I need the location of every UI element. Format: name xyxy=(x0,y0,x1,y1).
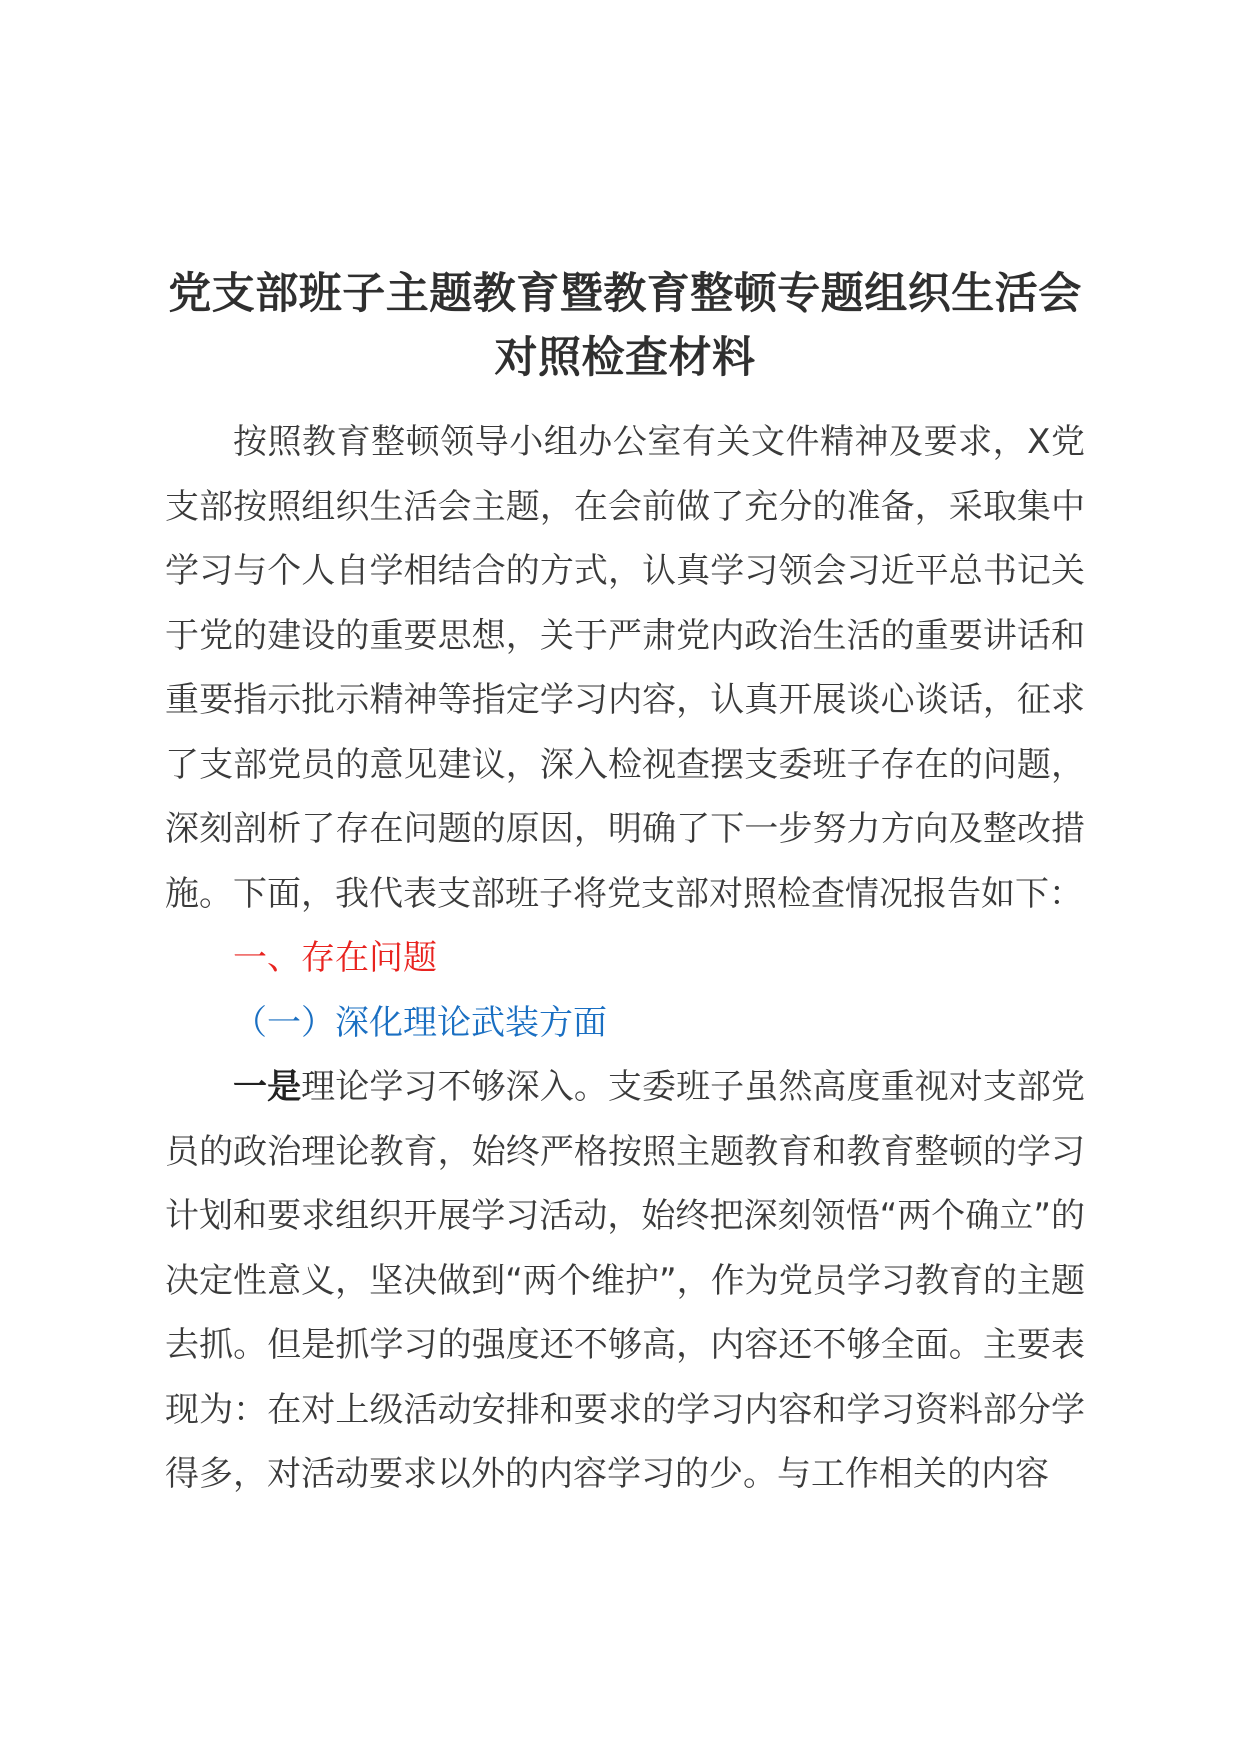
section-heading-problems: 一、存在问题 xyxy=(233,938,437,978)
point-text: 理论学习不够深入。支委班子虽然高度重视对支部党员的政治理论教育，始终严格按照主题教育和教育整顿的学习计划和要求组织开展学习活动，始终把深刻领悟“两个确立”的决定性意义，坚决做到“两个维护”，作为党员学习教育的主题去抓。但是抓学习的强度还不够高，内容还不够全面。主要表现为：在对上级活动安排和要求的学习内容和学习资料部分学得多，对活动要求以外的内容学习的少。与工作相关的内容 xyxy=(165,1067,1086,1494)
document-body xyxy=(165,262,1085,1507)
document-title: 党支部班子主题教育暨教育整顿专题组织生活会对照检查材料 xyxy=(168,269,1082,383)
point-lead: 一是 xyxy=(233,1067,302,1107)
subsection-heading-theory: （一）深化理论武装方面 xyxy=(233,1002,607,1043)
point-paragraph xyxy=(165,1055,1085,1507)
intro-paragraph: 按照教育整顿领导小组办公室有关文件精神及要求，X党支部按照组织生活会主题，在会前做了充分的准备，采取集中学习与个人自学相结合的方式，认真学习领会习近平总书记关于党的建设的重要思想，关于严肃党内政治生活的重要讲话和重要指示批示精神等指定学习内容，认真开展谈心谈话，征求了支部党员的意见建议，深入检视查摆支委班子存在的问题，深刻剖析了存在问题的原因，明确了下一步努力方向及整改措施。下面，我代表支部班子将党支部对照检查情况报告如下： xyxy=(165,422,1085,914)
